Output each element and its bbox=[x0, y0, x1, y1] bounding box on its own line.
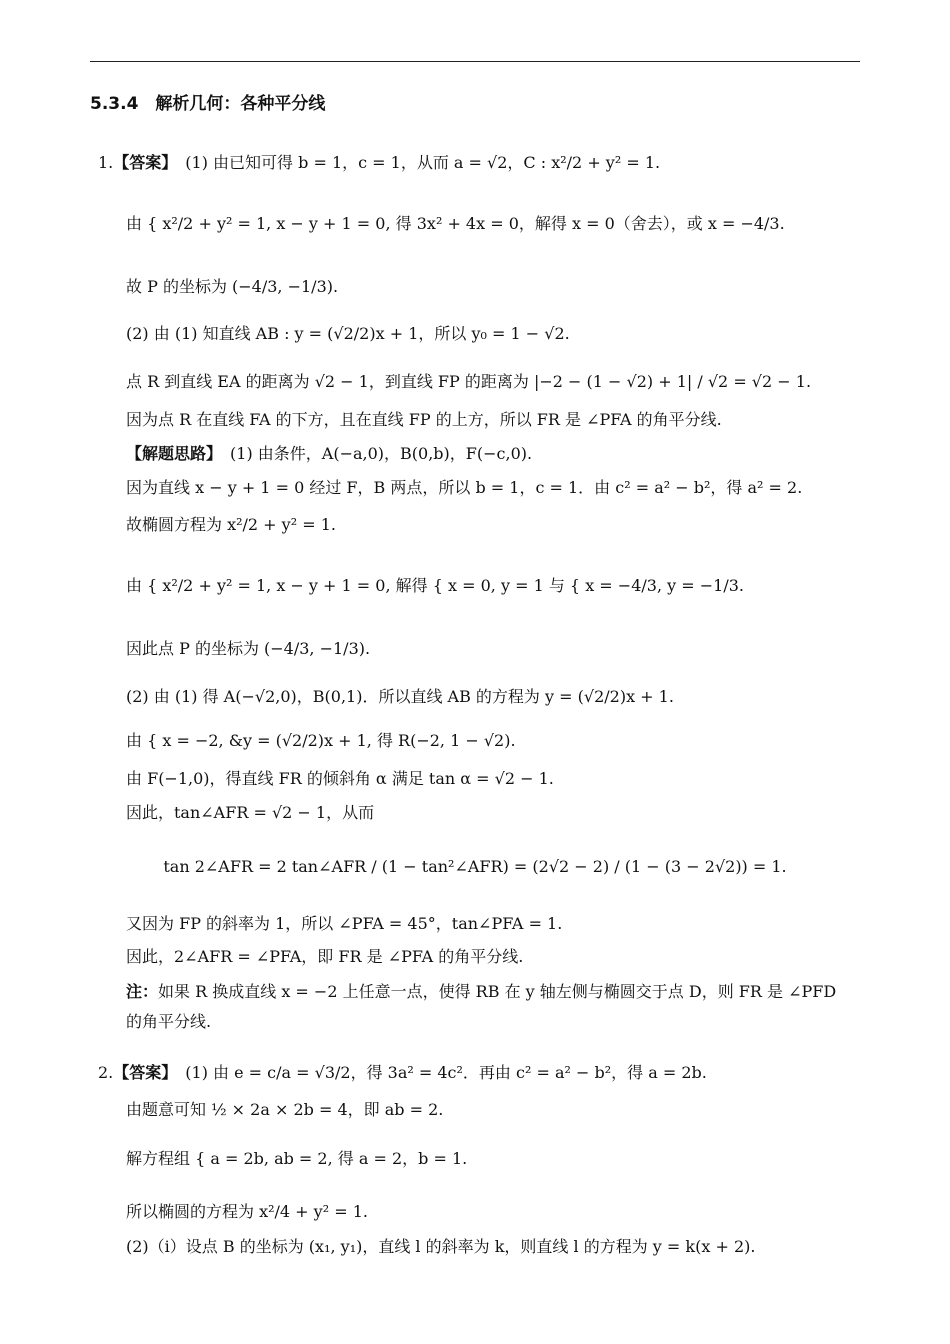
solution-line: (2)（ⅰ）设点 B 的坐标为 (x₁, y₁)，直线 l 的斜率为 k，则直线 l 的方程为 y = k(x + 2). bbox=[126, 1237, 756, 1256]
solution-line: 因为点 R 在直线 FA 的下方，且在直线 FP 的上方，所以 FR 是 ∠PFA 的角平分线. bbox=[126, 410, 722, 429]
header-rule bbox=[90, 61, 860, 62]
solution-idea-heading: 【解题思路】 (1) 由条件，A(−a,0)，B(0,b)，F(−c,0). bbox=[126, 444, 533, 463]
solution-line: 因为直线 x − y + 1 = 0 经过 F，B 两点，所以 b = 1，c = 1．由 c² = a² − b²，得 a² = 2. bbox=[126, 478, 803, 497]
solution-line: (2) 由 (1) 得 A(−√2,0)，B(0,1)．所以直线 AB 的方程为 y = (√2/2)x + 1. bbox=[126, 687, 674, 706]
solution-line: 由 { x²/2 + y² = 1, x − y + 1 = 0, 解得 { x = 0, y = 1 与 { x = −4/3, y = −1/3. bbox=[126, 576, 744, 595]
answer-1-heading: 1.【答案】 (1) 由已知可得 b = 1，c = 1，从而 a = √2，C : x²/2 + y² = 1. bbox=[98, 153, 661, 172]
solution-line: 由题意可知 ½ × 2a × 2b = 4，即 ab = 2. bbox=[126, 1100, 444, 1119]
display-equation: tan 2∠AFR = 2 tan∠AFR / (1 − tan²∠AFR) = (2√2 − 2) / (1 − (3 − 2√2)) = 1. bbox=[163, 857, 787, 876]
solution-line: (2) 由 (1) 知直线 AB : y = (√2/2)x + 1，所以 y₀ = 1 − √2. bbox=[126, 324, 570, 343]
note-line: 注：如果 R 换成直线 x = −2 上任意一点，使得 RB 在 y 轴左侧与椭圆交于点 D，则 FR 是 ∠PFD bbox=[126, 982, 837, 1001]
note-line: 的角平分线. bbox=[126, 1012, 212, 1031]
solution-line: 故椭圆方程为 x²/2 + y² = 1. bbox=[126, 515, 336, 534]
solution-line: 由 { x = −2, &y = (√2/2)x + 1, 得 R(−2, 1 − √2). bbox=[126, 731, 516, 750]
solution-line: 所以椭圆的方程为 x²/4 + y² = 1. bbox=[126, 1202, 368, 1221]
solution-line: 由 { x²/2 + y² = 1, x − y + 1 = 0, 得 3x² + 4x = 0，解得 x = 0（舍去），或 x = −4/3. bbox=[126, 214, 785, 233]
solution-line: 故 P 的坐标为 (−4/3, −1/3). bbox=[126, 277, 339, 296]
solution-line: 又因为 FP 的斜率为 1，所以 ∠PFA = 45°，tan∠PFA = 1. bbox=[126, 914, 563, 933]
answer-2-heading: 2.【答案】 (1) 由 e = c/a = √3/2，得 3a² = 4c²．再由 c² = a² − b²，得 a = 2b. bbox=[98, 1063, 707, 1082]
solution-line: 点 R 到直线 EA 的距离为 √2 − 1，到直线 FP 的距离为 |−2 − (1 − √2) + 1| / √2 = √2 − 1. bbox=[126, 372, 812, 391]
solution-line: 因此，2∠AFR = ∠PFA，即 FR 是 ∠PFA 的角平分线. bbox=[126, 947, 524, 966]
solution-line: 由 F(−1,0)，得直线 FR 的倾斜角 α 满足 tan α = √2 − 1. bbox=[126, 769, 554, 788]
section-title: 5.3.4 解析几何：各种平分线 bbox=[90, 94, 326, 114]
solution-line: 解方程组 { a = 2b, ab = 2, 得 a = 2，b = 1. bbox=[126, 1149, 468, 1168]
solution-line: 因此点 P 的坐标为 (−4/3, −1/3). bbox=[126, 639, 371, 658]
solution-line: 因此，tan∠AFR = √2 − 1，从而 bbox=[126, 803, 375, 822]
